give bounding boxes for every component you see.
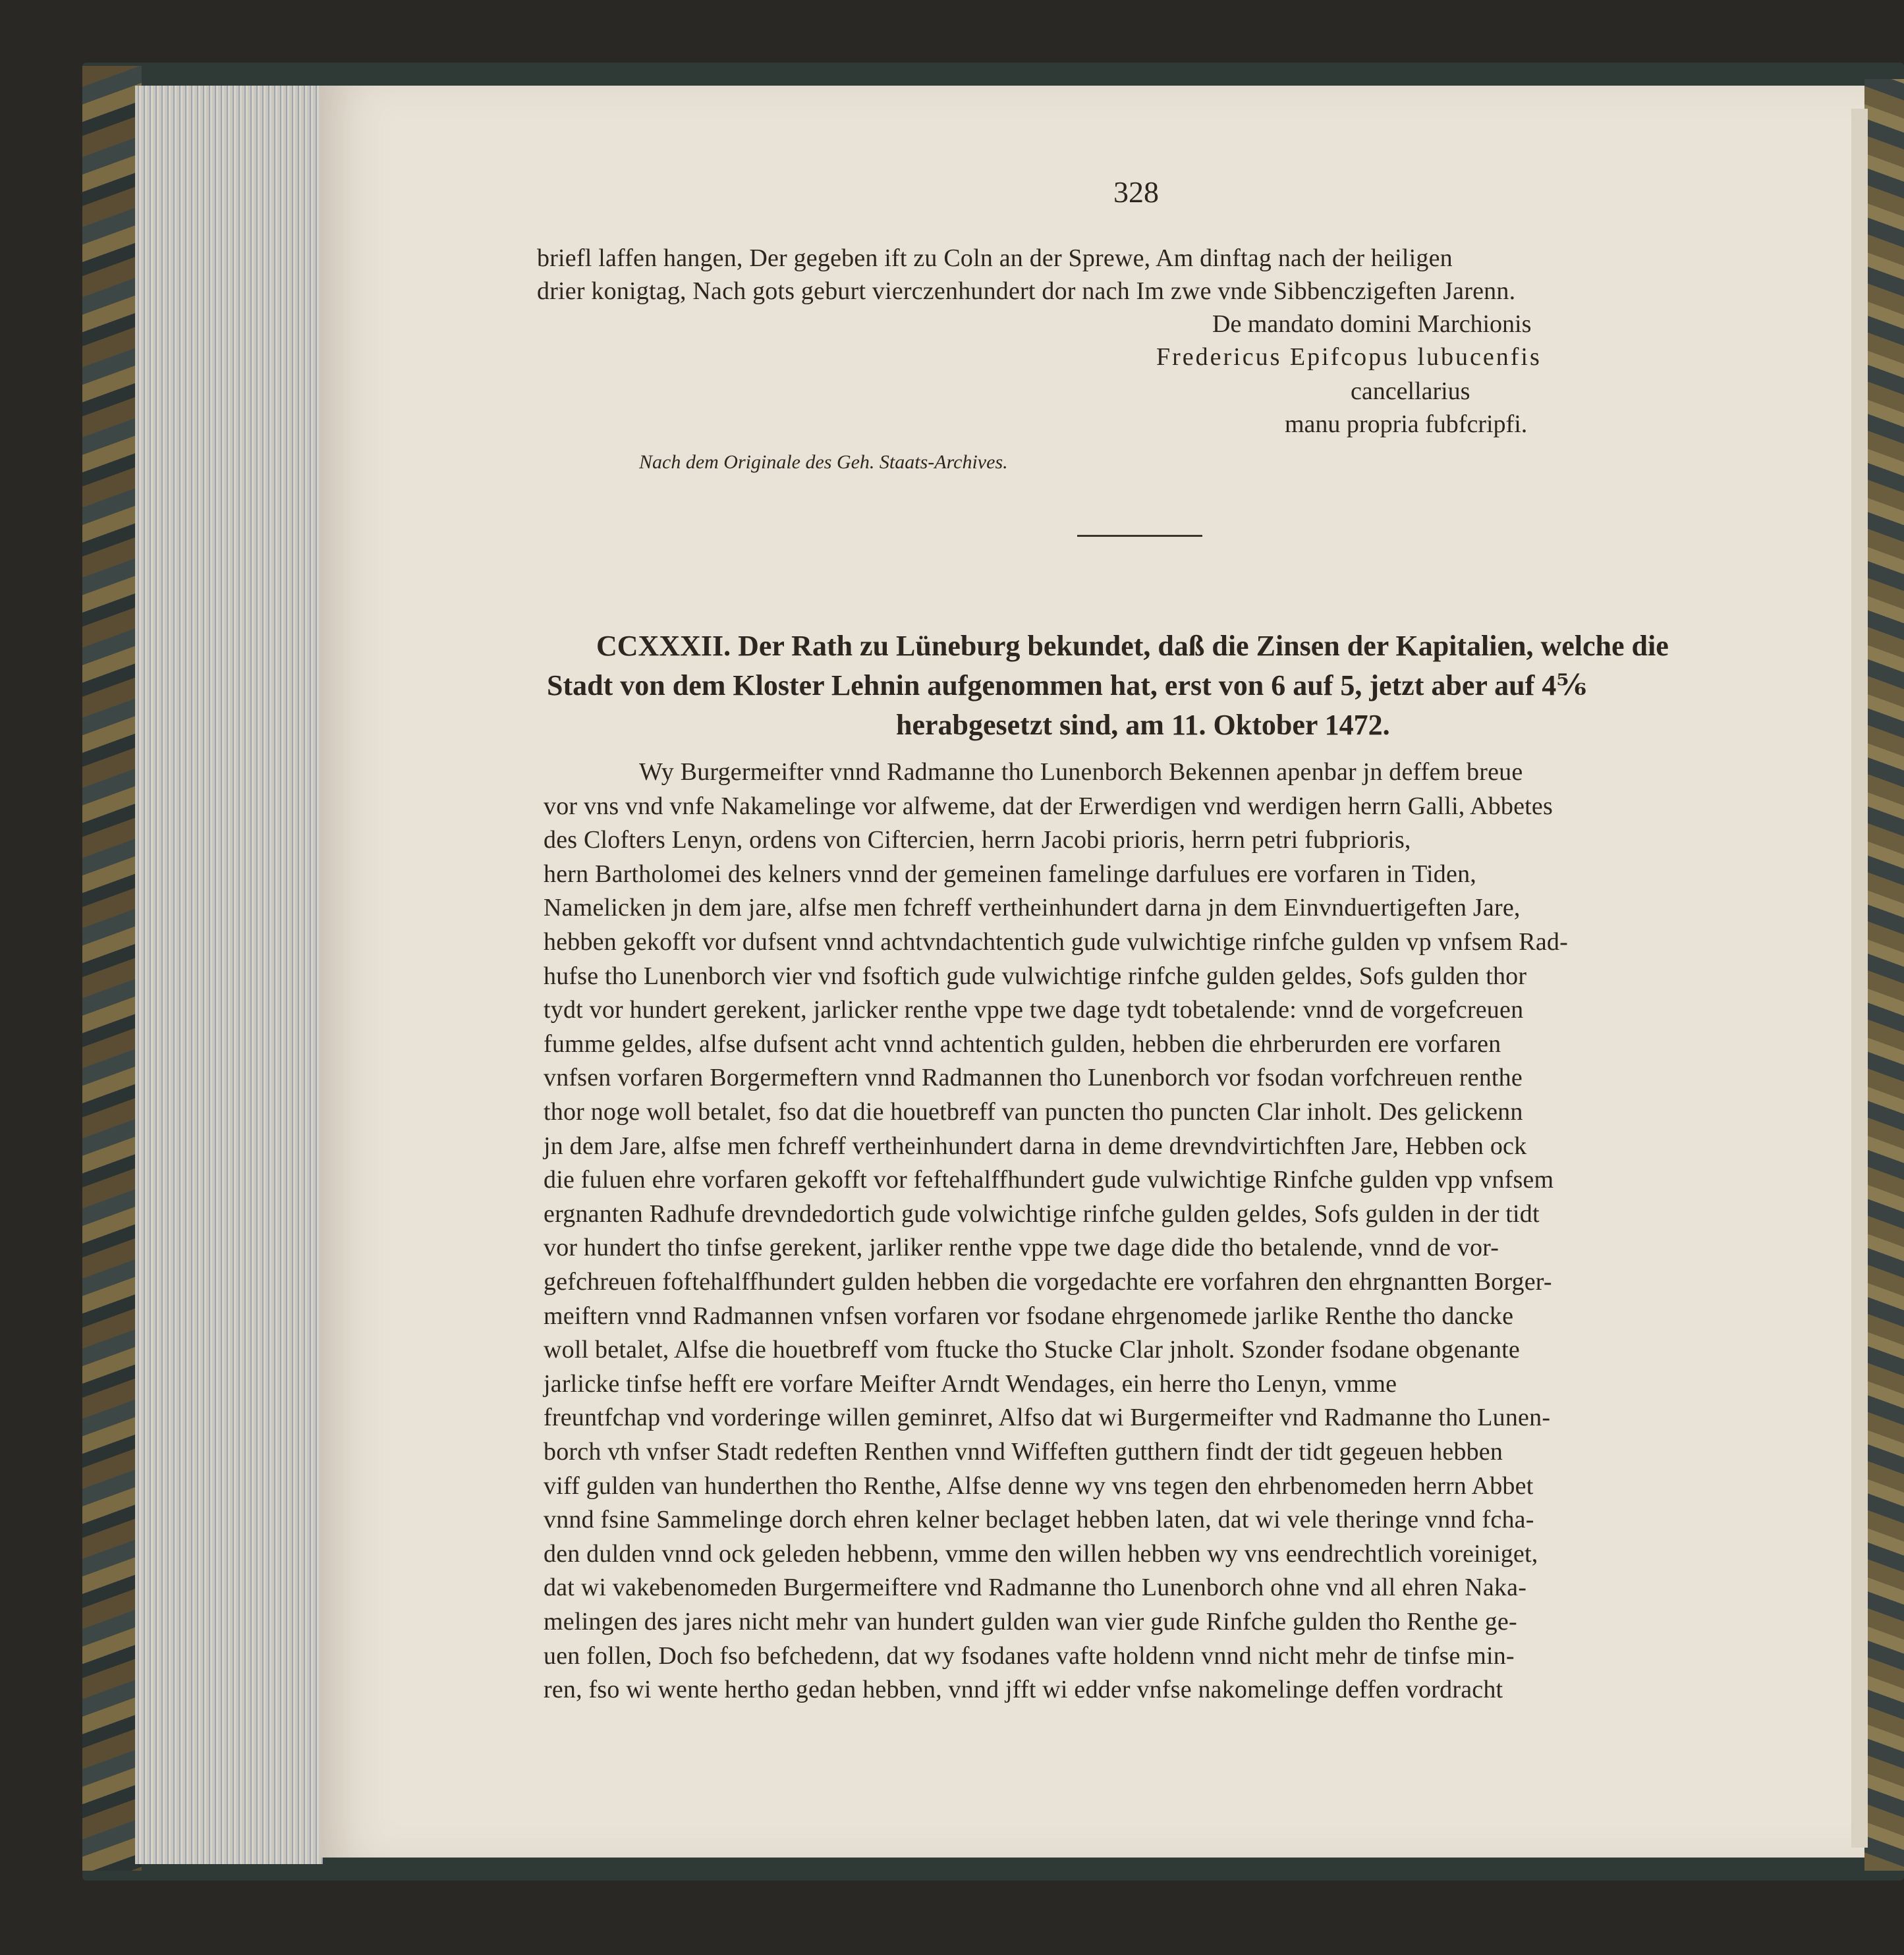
page-number: 328 bbox=[1113, 175, 1159, 209]
signature-line: De mandato domini Marchionis bbox=[1212, 310, 1532, 338]
body-text-line: viff gulden van hunderthen tho Renthe, Alfse denne wy vns tegen den ehrbenomeden herrn Abbet bbox=[544, 1472, 1534, 1500]
body-text-line: vor vns vnd vnfe Nakamelinge vor alfweme, dat der Erwerdigen vnd werdigen herrn Galli, Abbetes bbox=[544, 792, 1553, 820]
body-text-line: tydt vor hundert gerekent, jarlicker renthe vppe twe dage tydt tobetalende: vnnd de vorgefcreuen bbox=[544, 996, 1524, 1024]
body-text-line: fumme geldes, alfse dufsent acht vnnd achtentich gulden, hebben die ehrberurden ere vorfaren bbox=[544, 1030, 1501, 1058]
body-text-line: woll betalet, Alfse die houetbreff vom ftucke tho Stucke Clar jnholt. Szonder fsodane obgenante bbox=[544, 1336, 1520, 1364]
signature-line: cancellarius bbox=[1351, 377, 1470, 405]
body-text-line: jn dem Jare, alfse men fchreff vertheinhundert darna in deme drevndvirtichften Jare, Hebben ock bbox=[544, 1132, 1527, 1160]
text-line: briefl laffen hangen, Der gegeben ift zu Coln an der Sprewe, Am dinftag nach der heiligen bbox=[537, 244, 1453, 272]
body-text-line: dat wi vakebenomeden Burgermeiftere vnd Radmanne tho Lunenborch ohne vnd all ehren Naka- bbox=[544, 1574, 1527, 1602]
body-text-line: thor noge woll betalet, fso dat die houetbreff van puncten tho puncten Clar inholt. Des gelickenn bbox=[544, 1098, 1523, 1126]
body-text-line: borch vth vnfser Stadt redeften Renthen vnnd Wiffeften gutthern findt der tidt gegeuen hebben bbox=[544, 1438, 1503, 1466]
body-text-line: melingen des jares nicht mehr van hundert gulden wan vier gude Rinfche gulden tho Renthe ge- bbox=[544, 1608, 1517, 1636]
body-text-line: gefchreuen foftehalffhundert gulden hebben die vorgedachte ere vorfahren den ehrgnantten Borger- bbox=[544, 1268, 1552, 1296]
body-text-line: hern Bartholomei des kelners vnnd der gemeinen famelinge darfulues ere vorfaren in Tiden, bbox=[544, 860, 1476, 888]
body-text-line: vnfsen vorfaren Borgermeftern vnnd Radmannen tho Lunenborch vor fsodan vorfchreuen renthe bbox=[544, 1064, 1523, 1092]
body-text-line: den dulden vnnd ock geleden hebbenn, vmme den willen hebben wy vns eendrechtlich voreiniget, bbox=[544, 1539, 1538, 1568]
document-heading-line: herabgesetzt sind, am 11. Oktober 1472. bbox=[896, 709, 1390, 741]
page-block-edges bbox=[135, 86, 323, 1864]
body-text-line: vnnd fsine Sammelinge dorch ehren kelner beclaget hebben laten, dat wi vele theringe vnnd fcha- bbox=[544, 1506, 1534, 1534]
section-divider bbox=[1077, 535, 1202, 537]
body-text-line: hufse tho Lunenborch vier vnd fsoftich gude vulwichtige rinfche gulden geldes, Sofs gulden thor bbox=[544, 962, 1527, 990]
facing-page-edge bbox=[1851, 109, 1868, 1848]
body-text-line: die fuluen ehre vorfaren gekofft vor feftehalffhundert gude vulwichtige Rinfche gulden vpp vnfsem bbox=[544, 1166, 1554, 1194]
signature-line: manu propria fubfcripfi. bbox=[1285, 410, 1528, 438]
body-text-line: jarlicke tinfse hefft ere vorfare Meifter Arndt Wendages, ein herre tho Lenyn, vmme bbox=[544, 1369, 1397, 1398]
marbled-edge-right bbox=[1864, 79, 1904, 1871]
body-text-line: des Clofters Lenyn, ordens von Ciftercien, herrn Jacobi prioris, herrn petri fubprioris, bbox=[544, 826, 1411, 854]
marbled-edge-left bbox=[82, 66, 142, 1871]
document-heading-line: CCXXXII. Der Rath zu Lüneburg bekundet, daß die Zinsen der Kapitalien, welche die bbox=[596, 630, 1669, 662]
body-text-line: uen follen, Doch fso befchedenn, dat wy fsodanes vafte holdenn vnnd nicht mehr de tinfse min- bbox=[544, 1641, 1515, 1670]
body-text-line: ergnanten Radhufe drevndedortich gude volwichtige rinfche gulden geldes, Sofs gulden in der tidt bbox=[544, 1199, 1540, 1228]
body-text-line: ren, fso wi wente hertho gedan hebben, vnnd jfft wi edder vnfse nakomelinge deffen vordracht bbox=[544, 1676, 1503, 1704]
source-note: Nach dem Originale des Geh. Staats-Archives. bbox=[639, 451, 1008, 473]
signature-line: Fredericus Epifcopus lubucenfis bbox=[1156, 343, 1542, 371]
body-text-line: meiftern vnnd Radmannen vnfsen vorfaren vor fsodane ehrgenomede jarlike Renthe tho dancke bbox=[544, 1302, 1514, 1330]
body-text-line: hebben gekofft vor dufsent vnnd achtvndachtentich gude vulwichtige rinfche gulden vp vnfsem Rad- bbox=[544, 928, 1568, 956]
body-text-line: Wy Burgermeifter vnnd Radmanne tho Lunenborch Bekennen apenbar jn deffem breue bbox=[639, 758, 1523, 786]
text-line: drier konigtag, Nach gots geburt vierczenhundert dor nach Im zwe vnde Sibbenczigeften Jarenn. bbox=[537, 277, 1516, 305]
body-text-line: vor hundert tho tinfse gerekent, jarliker renthe vppe twe dage dide tho betalende, vnnd de vor- bbox=[544, 1234, 1499, 1262]
document-heading-line: Stadt von dem Kloster Lehnin aufgenommen hat, erst von 6 auf 5, jetzt aber auf 4⅚ bbox=[547, 669, 1586, 702]
body-text-line: Namelicken jn dem jare, alfse men fchreff vertheinhundert darna jn dem Einvnduertigeften Jare, bbox=[544, 894, 1521, 922]
body-text-line: freuntfchap vnd vorderinge willen geminret, Alfso dat wi Burgermeifter vnd Radmanne tho Lunen- bbox=[544, 1404, 1551, 1432]
